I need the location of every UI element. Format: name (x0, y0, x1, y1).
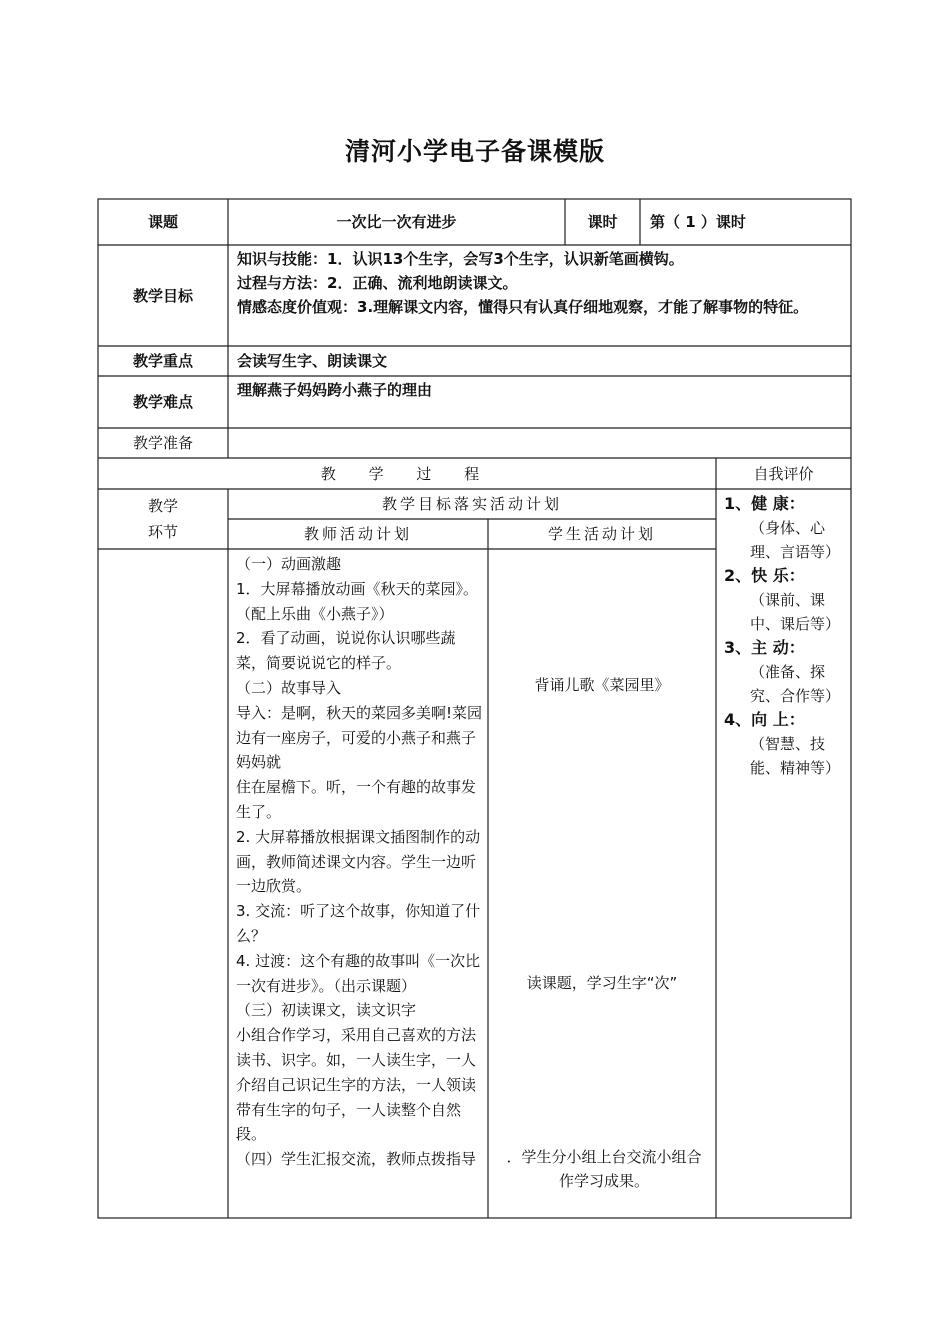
preparation-value (237, 428, 837, 458)
teacher-paragraph: （三）初读课文，读文识字 (236, 1001, 417, 1020)
self-eval-detail: （准备、探究、合作等） (750, 663, 841, 705)
self-eval-head: 3、主 动： (724, 638, 805, 657)
teacher-paragraph: 3. 交流：听了这个故事，你知道了什么？ (236, 902, 481, 945)
student-header: 学生活动计划 (547, 525, 656, 543)
self-eval-detail: （课前、课中、课后等） (750, 591, 841, 633)
page-title: 清河小学电子备课模版 (344, 137, 605, 166)
teacher-paragraph: 2．看了动画，说说你认识哪些蔬菜，简要说说它的样子。 (236, 629, 456, 673)
teacher-paragraph: （一）动画激趣 (236, 555, 342, 573)
topic-label: 课题 (147, 213, 178, 231)
teacher-paragraph: 小组合作学习，采用自己喜欢的方法读书、识字。如，一人读生字，一人介绍自己识记生字的方法，一人领读带有生字的句子，一人读整个自然段。 (236, 1026, 477, 1144)
goal-line: 过程与方法：2．正确、流利地朗读课文。 (237, 274, 518, 292)
student-activity: 读课题，学习生字“次” (526, 974, 678, 992)
self-eval-detail: （智慧、技能、精神等） (750, 735, 841, 777)
student-activity: 背诵儿歌《菜园里》 (534, 676, 670, 694)
self-eval-head: 4、向 上： (724, 710, 805, 729)
self-eval-detail: （身体、心理、言语等） (750, 519, 841, 561)
self-eval-header: 自我评价 (753, 464, 814, 483)
teacher-header: 教师活动计划 (303, 525, 412, 543)
teacher-paragraph: （四）学生汇报交流，教师点拨指导 (236, 1150, 477, 1169)
segment-label: 教学 环节 (147, 497, 178, 541)
plan-header: 教学目标落实活动计划 (381, 495, 562, 513)
goals-label: 教学目标 (132, 286, 193, 305)
self-eval-list (724, 492, 846, 892)
goal-line: 情感态度价值观：3.理解课文内容，懂得只有认真仔细地观察，才能了解事物的特征。 (237, 298, 809, 316)
goals-content (237, 247, 845, 346)
self-eval-head: 2、快 乐： (724, 566, 805, 585)
teacher-activities (236, 552, 482, 1212)
key-points-label: 教学重点 (132, 352, 193, 370)
difficulties-value: 理解燕子妈妈跨小燕子的理由 (237, 381, 433, 399)
teacher-paragraph: 1．大屏幕播放动画《秋天的菜园》。（配上乐曲《小燕子》） (236, 579, 479, 623)
teacher-paragraph: 4. 过渡：这个有趣的故事叫《一次比一次有进步》。（出示课题） (236, 951, 481, 995)
process-header: 教 学 过 程 (320, 464, 494, 483)
key-points-value: 会读写生字、朗读课文 (237, 352, 388, 370)
student-activity: ．学生分小组上台交流小组合作学习成果。 (506, 1148, 702, 1190)
teacher-paragraph: 住在屋檐下。听，一个有趣的故事发生了。 (236, 778, 477, 821)
teacher-paragraph: （二）故事导入 (236, 678, 342, 697)
preparation-label: 教学准备 (132, 434, 193, 452)
goal-line: 知识与技能：1．认识13个生字，会写3个生字，认识新笔画横钩。 (237, 250, 684, 268)
period-label: 课时 (587, 213, 618, 231)
period-value: 第（ 1 ）课时 (650, 213, 746, 231)
self-eval-head: 1、健 康： (724, 494, 805, 513)
teacher-paragraph: 2. 大屏幕播放根据课文插图制作的动画，教师简述课文内容。学生一边听一边欣赏。 (236, 827, 481, 896)
difficulties-label: 教学难点 (132, 393, 193, 411)
teacher-paragraph: 导入：是啊，秋天的菜园多美啊!菜园边有一座房子，可爱的小燕子和燕子妈妈就 (236, 703, 483, 772)
topic-value: 一次比一次有进步 (336, 213, 457, 231)
